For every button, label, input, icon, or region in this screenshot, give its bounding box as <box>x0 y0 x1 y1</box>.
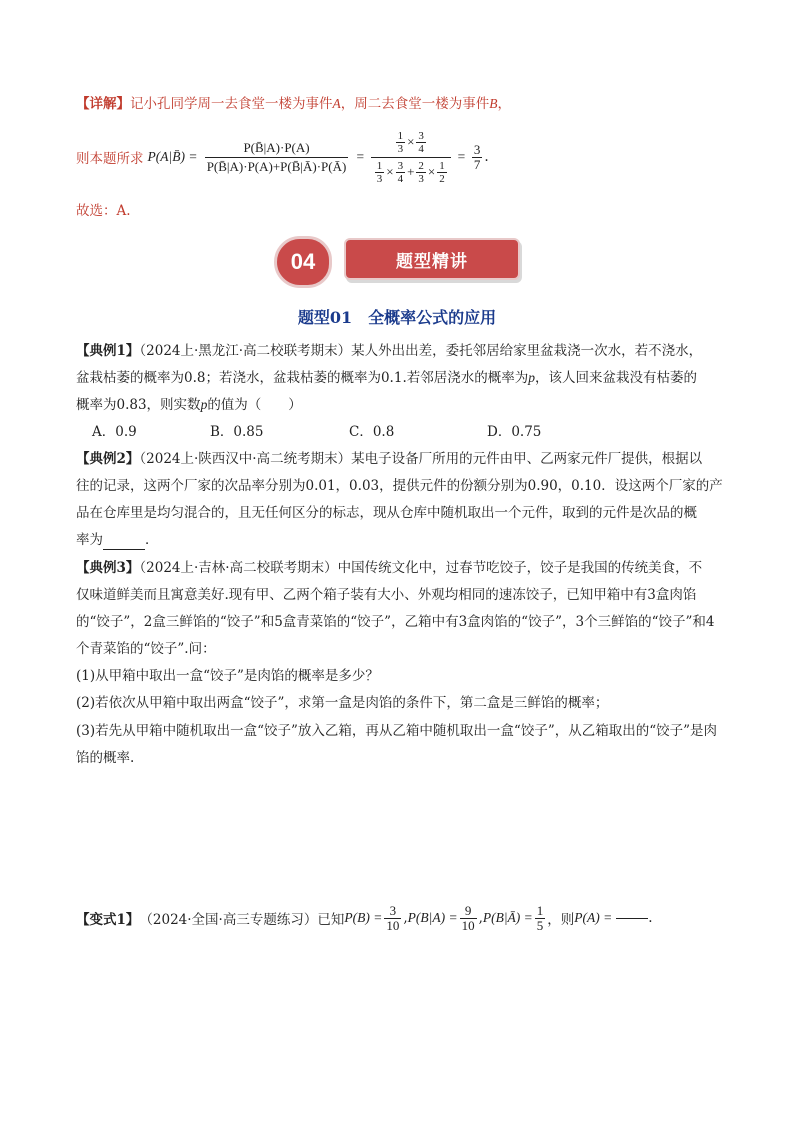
formula-eq1: = <box>355 149 365 164</box>
formula-eq2: = <box>456 149 466 164</box>
formula-lead: 则本题所求 <box>76 151 144 167</box>
event-b-var: B <box>489 96 498 111</box>
formula-main-fraction: $\frac{P(B̄|A)\cdot P(A)}{P(B̄|A)\cdot P(A)+P(B̄|Ā)\cdot P(Ā)}$ <box>206 139 347 174</box>
ex1-label: 【典例1】 <box>76 343 140 359</box>
ex2-label: 【典例2】 <box>76 451 140 467</box>
section-banner: 题型精讲 <box>344 238 520 280</box>
ex3-question-3-cont: 馅的概率. <box>76 750 135 766</box>
ex2-line3: 品在仓库里是均匀混合的，且无任何区分的标志，现从仓库中随机取出一个元件，取到的元件是次品的概 <box>76 505 697 521</box>
ex3-line4: 个青菜馅的“饺子”.问： <box>76 641 216 657</box>
detail-label: 【详解】 <box>76 96 130 112</box>
ex1-line1: 【典例1】（2024上·黑龙江·高二校联考期末）某人外出出差，委托邻居给家里盆栽浇一次水，若不浇水， <box>76 343 703 359</box>
var1-pbna-fraction: $\frac{1}{5}$ <box>536 902 544 933</box>
ex1-option-a: A．0.9 <box>92 424 137 440</box>
detail-text-3: ， <box>497 96 511 112</box>
ex3-question-1: (1)从甲箱中取出一盒“饺子”是肉馅的概率是多少？ <box>76 668 379 684</box>
ex3-label: 【典例3】 <box>76 560 140 576</box>
var1-line: 【变式1】 （2024·全国·高三专题练习）已知 P(B) = $\frac{3}{10}$ , P(B|A) = $\frac{9}{10}$ , P(B|Ā) = $\frac{1}{5}$ ，则 P(A) = . <box>76 902 653 933</box>
choice-answer: 故选：A. <box>76 203 131 219</box>
ex1-line3: 概率为0.83，则实数p的值为（ ） <box>76 397 302 413</box>
ex1-line2: 盆栽枯萎的概率为0.8；若浇水，盆栽枯萎的概率为0.1.若邻居浇水的概率为p，该人回来盆栽没有枯萎的 <box>76 370 697 386</box>
event-a-var: A <box>332 96 341 111</box>
detail-text-2: ，周二去食堂一楼为事件 <box>340 96 490 112</box>
detail-line <box>76 94 511 114</box>
var1-pb-fraction: $\frac{3}{10}$ <box>386 902 400 933</box>
ex2-answer-blank <box>103 549 145 550</box>
ex2-line1: 【典例2】（2024上·陕西汉中·高二统考期末）某电子设备厂所用的元件由甲、乙两家元件厂提供，根据以 <box>76 451 703 467</box>
ex3-line1: 【典例3】（2024上·吉林·高二校联考期末）中国传统文化中，过春节吃饺子，饺子是我国的传统美食，不 <box>76 560 703 576</box>
section-title: 题型01 全概率公式的应用 <box>297 308 497 327</box>
ex1-option-b: B．0.85 <box>210 424 264 440</box>
formula-line: 则本题所求 P(A|B̄) = $\frac{P(B̄|A)\cdot P(A)}{P(B̄|A)\cdot P(A)+P(B̄|Ā)\cdot P(Ā)}$ = $\frac{1}{3}$ × $\frac{3}{4}$ $\frac{1}{3}$ × $\frac{3}{4}$ + $\frac{2}{3}$ × $\frac{1}{2}$ = $\frac{3}{7}$ . <box>76 129 489 185</box>
formula-numeric-fraction: $\frac{1}{3}$ × $\frac{3}{4}$ $\frac{1}{3}$ × $\frac{3}{4}$ + $\frac{2}{3}$ × $\frac{1}{2}$ <box>371 130 451 185</box>
formula-lhs: P(A|B̄) = <box>147 149 198 164</box>
formula-result: $\frac{3}{7}$ <box>473 141 481 172</box>
var1-pba-fraction: $\frac{9}{10}$ <box>461 902 475 933</box>
var1-answer-blank <box>616 918 648 919</box>
detail-text: 记小孔同学周一去食堂一楼为事件 <box>130 96 333 112</box>
var1-label: 【变式1】 <box>76 912 140 928</box>
ex2-line4: 率为 ． <box>76 532 159 548</box>
ex2-line2: 往的记录，这两个厂家的次品率分别为0.01，0.03，提供元件的份额分别为0.90，0.10．设这两个厂家的产 <box>76 478 723 494</box>
ex3-line3: 的“饺子”，2盒三鲜馅的“饺子”和5盒青菜馅的“饺子”，乙箱中有3盒肉馅的“饺子”，3个三鲜馅的“饺子”和4 <box>76 614 715 630</box>
section-number-badge: 04 <box>274 236 332 288</box>
ex1-option-d: D．0.75 <box>487 424 542 440</box>
ex3-question-3: (3)若先从甲箱中随机取出一盒“饺子”放入乙箱，再从乙箱中随机取出一盒“饺子”，从乙箱取出的“饺子”是肉 <box>76 723 718 739</box>
ex3-line2: 仅味道鲜美而且寓意美好.现有甲、乙两个箱子装有大小、外观均相同的速冻饺子，已知甲箱中有3盒肉馅 <box>76 587 697 603</box>
ex1-option-c: C．0.8 <box>349 424 395 440</box>
ex3-question-2: (2)若依次从甲箱中取出两盒“饺子”，求第一盒是肉馅的条件下，第二盒是三鲜馅的概率； <box>76 695 609 711</box>
